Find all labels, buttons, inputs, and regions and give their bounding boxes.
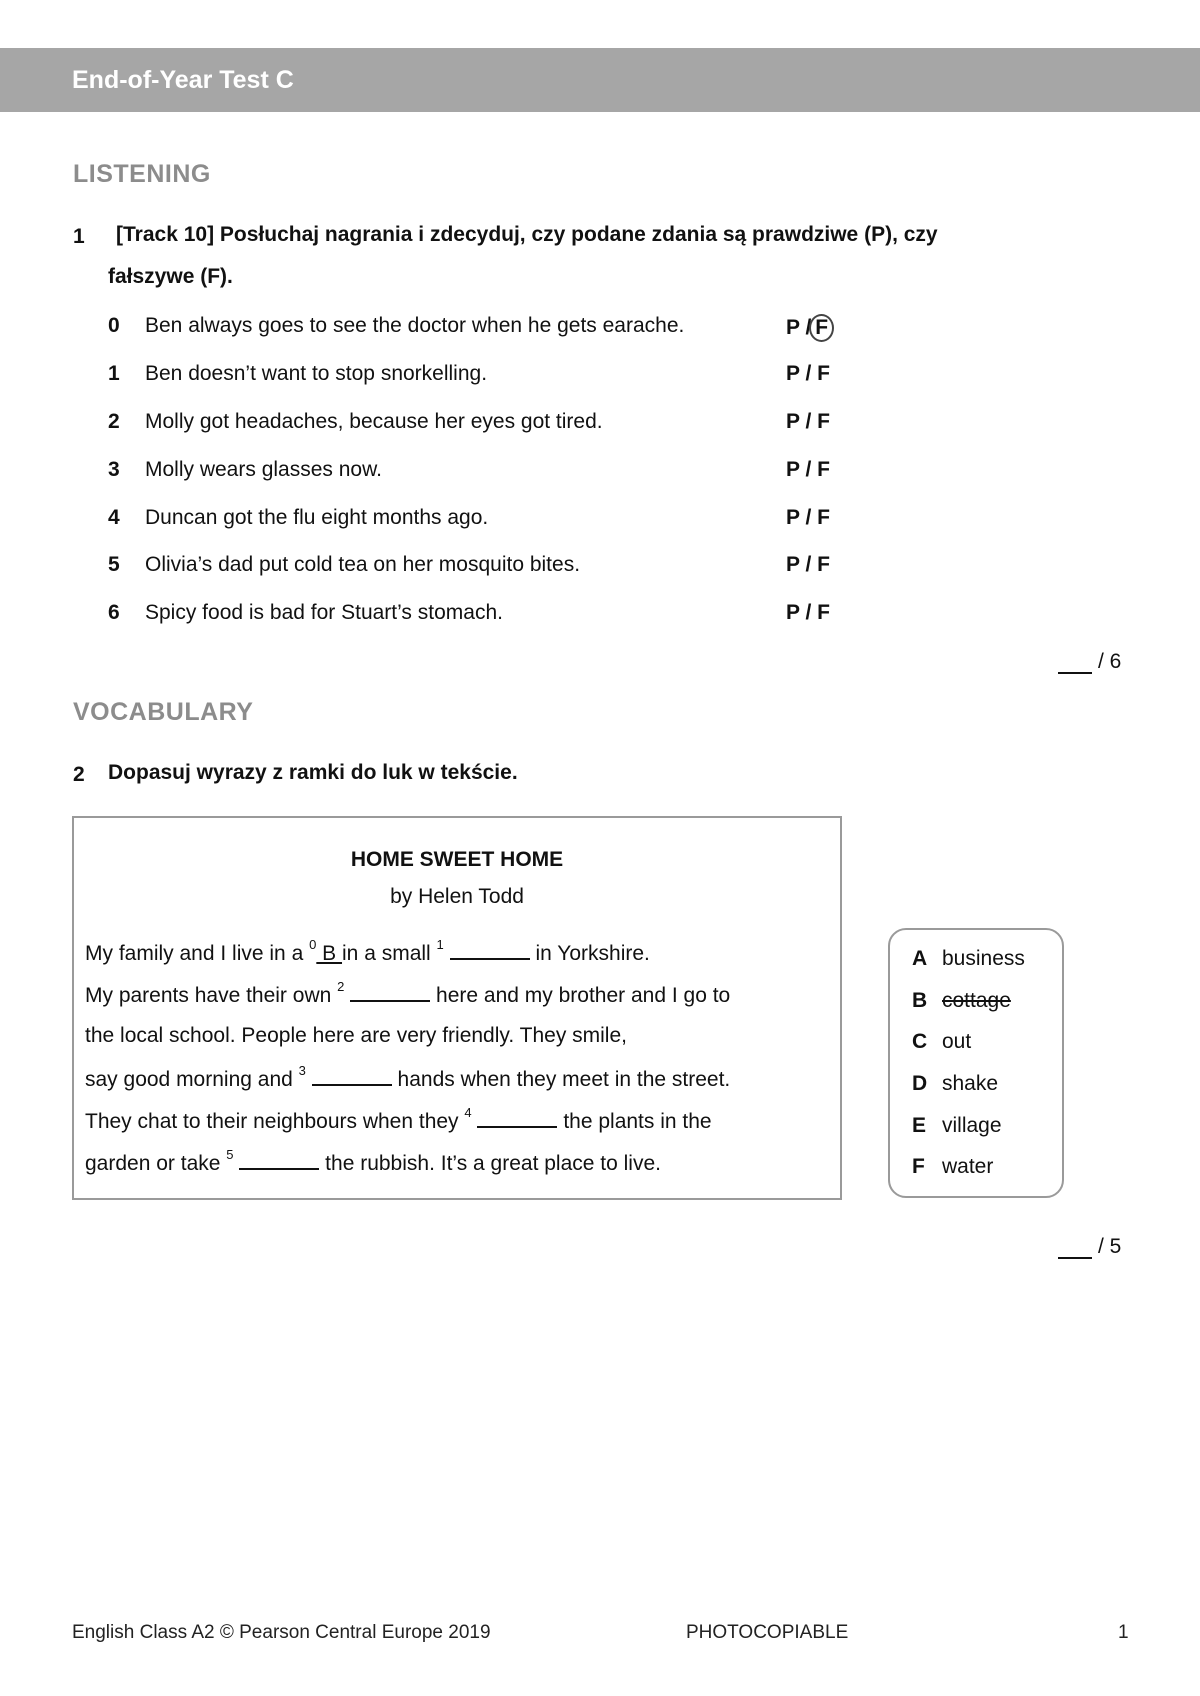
listening-item-3 [108,458,868,488]
listening-item-6 [108,601,868,631]
listening-section-title: LISTENING [73,160,211,188]
question-1-instruction-line2: fałszywe (F). [108,265,233,288]
gap-0-answer: B [316,942,343,965]
circled-answer: F [809,314,834,342]
score-blank[interactable] [1058,1237,1092,1259]
listening-score [1058,650,1148,674]
word-option-d: D shake [912,1072,999,1095]
choice-p: P / [786,316,812,339]
question-2-number: 2 [73,763,85,786]
text-author: by Helen Todd [390,885,524,908]
footer-photocopiable: PHOTOCOPIABLE [686,1622,849,1643]
text-line-1: My family and I live in a $^0$ B in a small $^1$ in Yorkshire. [85,937,650,965]
listening-item-4 [108,506,868,536]
item-text: Duncan got the flu eight months ago. [145,506,489,529]
word-option-a: A business [912,947,1025,970]
true-false-choice[interactable]: P / F [786,410,830,433]
true-false-choice[interactable]: P / F [786,601,830,624]
item-text: Ben doesn’t want to stop snorkelling. [145,362,488,385]
word-option-c: C out [912,1030,972,1053]
listening-item-2 [108,410,868,440]
true-false-choice[interactable]: P / F [786,458,830,481]
text-line-3: the local school. People here are very friendly. They smile, [85,1024,627,1047]
text-title: HOME SWEET HOME [350,848,564,871]
footer-page-number: 1 [1118,1622,1129,1643]
true-false-choice[interactable]: P / F [786,362,830,385]
item-number: 5 [108,553,120,576]
true-false-choice[interactable]: P / F [786,553,830,576]
item-text: Olivia’s dad put cold tea on her mosquito bites. [145,553,581,576]
text-line-4: say good morning and $^3$ hands when they meet in the street. [85,1063,731,1091]
score-total: / 6 [1098,650,1122,673]
true-false-choice [786,314,834,342]
score-total: / 5 [1098,1235,1122,1258]
true-false-choice[interactable]: P / F [786,506,830,529]
vocabulary-score [1058,1235,1148,1259]
item-number: 1 [108,362,120,385]
item-number: 0 [108,314,120,337]
item-text: Ben always goes to see the doctor when he gets earache. [145,314,685,337]
item-text: Molly got headaches, because her eyes got tired. [145,410,603,433]
item-number: 3 [108,458,120,481]
gap-3[interactable] [312,1066,392,1086]
page-title: End-of-Year Test C [72,66,294,94]
vocabulary-section-title: VOCABULARY [73,698,254,726]
question-2-instruction: Dopasuj wyrazy z ramki do luk w tekście. [108,761,518,784]
gap-2[interactable] [350,982,430,1002]
listening-item-5 [108,553,868,583]
listening-item-1 [108,362,868,392]
word-option-e: E village [912,1114,1002,1137]
text-line-2: My parents have their own $^2$ here and my brother and I go to [85,979,731,1007]
item-number: 6 [108,601,120,624]
reading-text-box [72,816,842,1200]
item-text: Spicy food is bad for Stuart’s stomach. [145,601,503,624]
item-number: 4 [108,506,120,529]
text-line-5: They chat to their neighbours when they $^4$ the plants in the [85,1105,712,1133]
gap-4[interactable] [477,1108,557,1128]
gap-1[interactable] [450,940,530,960]
item-number: 2 [108,410,120,433]
question-1-number: 1 [73,225,85,248]
word-option-f: F water [912,1155,994,1178]
question-1-instruction-line1: [Track 10] Posłuchaj nagrania i zdecyduj, czy podane zdania są prawdziwe (P), czy [116,223,938,246]
score-blank[interactable] [1058,652,1092,674]
footer-copyright: English Class A2 © Pearson Central Europe 2019 [72,1622,491,1643]
item-text: Molly wears glasses now. [145,458,382,481]
word-option-b: B cottage [912,989,1011,1012]
text-line-6: garden or take $^5$ the rubbish. It’s a great place to live. [85,1147,661,1175]
gap-5[interactable] [239,1150,319,1170]
word-bank-box [888,928,1064,1198]
listening-item-0 [108,314,868,344]
